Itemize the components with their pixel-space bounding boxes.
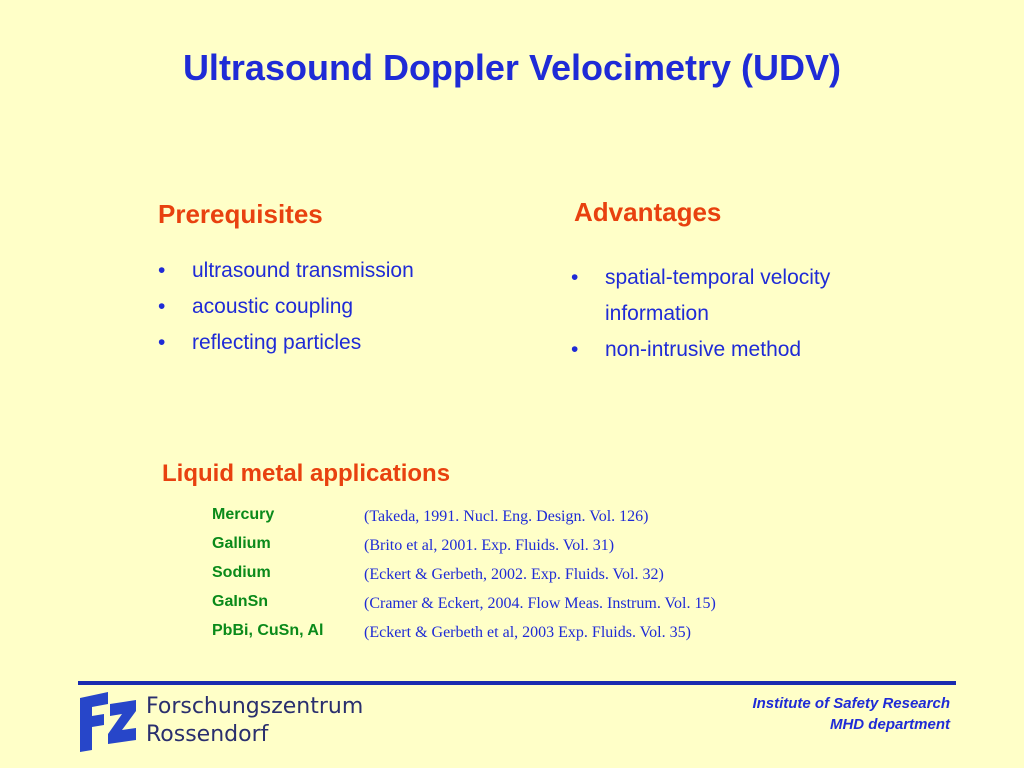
list-item: • non-intrusive method xyxy=(569,332,899,368)
prerequisites-list xyxy=(156,253,414,361)
prerequisites-heading: Prerequisites xyxy=(158,199,323,229)
metal-name: Sodium xyxy=(212,564,271,581)
advantages-heading: Advantages xyxy=(574,197,722,227)
reference: (Eckert & Gerbeth et al, 2003 Exp. Fluids. Vol. 35) xyxy=(364,624,691,641)
footer-divider xyxy=(78,681,956,685)
department-label: MHD department xyxy=(829,716,950,733)
metal-name: GaInSn xyxy=(212,593,269,610)
reference: (Brito et al, 2001. Exp. Fluids. Vol. 31) xyxy=(364,537,615,554)
list-item: • ultrasound transmission xyxy=(156,253,414,289)
reference: (Takeda, 1991. Nucl. Eng. Design. Vol. 126) xyxy=(364,508,649,525)
advantages-list xyxy=(569,260,899,368)
slide-title: Ultrasound Doppler Velocimetry (UDV) xyxy=(182,47,842,88)
metal-name: Mercury xyxy=(212,506,275,523)
org-name-line1: Forschungszentrum xyxy=(146,694,364,719)
org-name-line2: Rossendorf xyxy=(146,722,269,747)
institute-label: Institute of Safety Research xyxy=(752,695,950,712)
metal-name: PbBi, CuSn, Al xyxy=(212,622,324,639)
applications-heading: Liquid metal applications xyxy=(162,460,451,487)
metal-name: Gallium xyxy=(212,535,271,552)
list-item: • spatial-temporal velocity information xyxy=(569,260,899,332)
reference: (Eckert & Gerbeth, 2002. Exp. Fluids. Vol. 32) xyxy=(364,566,664,583)
list-item: • acoustic coupling xyxy=(156,289,414,325)
list-item: • reflecting particles xyxy=(156,325,414,361)
reference: (Cramer & Eckert, 2004. Flow Meas. Instrum. Vol. 15) xyxy=(364,595,716,612)
fzr-logo-icon xyxy=(78,692,138,752)
